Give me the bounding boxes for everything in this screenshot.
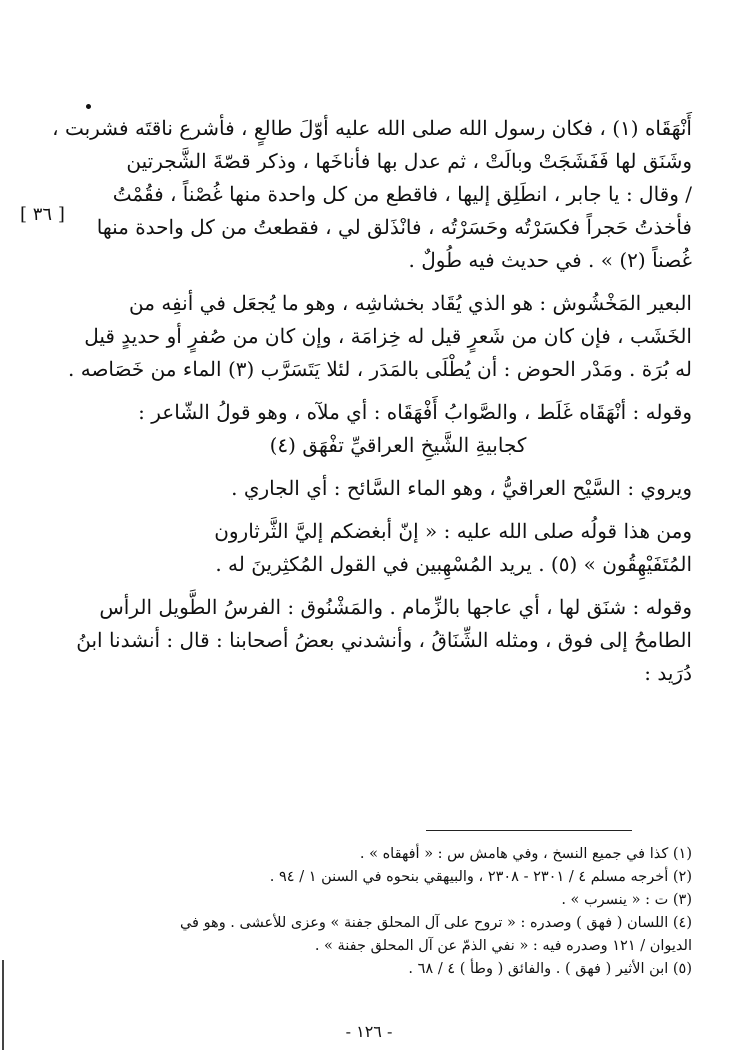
text-line: أَنْهَقَاه (١) ، فكان رسول الله صلى الله عليه أوّلَ طالعٍ ، فأشرع ناقتَه فشربت ، xyxy=(52,116,692,140)
main-text xyxy=(52,112,692,690)
footnote-separator xyxy=(426,830,632,831)
paragraph-gap xyxy=(104,277,692,287)
paragraph-gap xyxy=(104,581,692,591)
text-line: المُتَفَيْهِقُون » (٥) . يريد المُسْهِبين في القول المُكثِرينَ له . xyxy=(215,552,692,576)
text-line: غُصناً (٢) » . في حديث فيه طُولٌ . xyxy=(408,248,692,272)
text-line: / وقال : يا جابر ، انطَلِق إليها ، فاقطع من كل واحدة منها غُصْناً ، فقُمْتُ xyxy=(112,182,692,206)
text-line: الطامحُ إلى فوق ، ومثله الشِّنَاقُ ، وأنشدني بعضُ أصحابنا : قال : أنشدنا ابنُ xyxy=(76,628,692,652)
footnotes xyxy=(104,843,692,981)
text-line: وقوله : شنَق لها ، أي عاجها بالزِّمام . والمَشْنُوق : الفرسُ الطَّويل الرأس xyxy=(99,595,692,619)
footnote-1: (١) كذا في جميع النسخ ، وفي هامش س : « أفهقاه » . xyxy=(359,846,692,862)
text-line: دُرَيد : xyxy=(644,661,692,685)
page-number: - ١٢٦ - xyxy=(345,1022,393,1041)
text-line: له بُرَة . ومَدْر الحوض : أن يُطْلَى بالمَدَر ، لئلا يَتَسَرَّب (٣) الماء من خَصَاصه . xyxy=(68,357,692,381)
text-line: الخَشَب ، فإن كان من شَعرٍ قيل له خِزامَة ، وإن كان من صُفرٍ أو حديدٍ قيل xyxy=(84,324,692,348)
text-line: ومن هذا قولُه صلى الله عليه : « إنّ أبغضكم إليَّ الثَّرثارون xyxy=(214,519,692,543)
text-line: وقوله : أنْهَقَاه غَلَط ، والصَّوابُ أَفْهَقَاه : أي ملآه ، وهو قولُ الشّاعر : xyxy=(138,400,692,424)
footnote-4-continued: الديوان / ١٢١ وصدره فيه : « نفي الذمّ عن آل المحلق جفنة » . xyxy=(314,938,692,954)
footnote-4: (٤) اللسان ( فهق ) وصدره : « تروح على آل المحلق جفنة » وعزى للأعشى . وهو في xyxy=(179,915,692,931)
footnote-3: (٣) ت : « ينسرب » . xyxy=(561,892,692,908)
text-line: البعير المَخْشُوش : هو الذي يُقَاد بخشاشِه ، وهو ما يُجعَل في أنفِه من xyxy=(129,291,692,315)
text-line: وشَنَق لها فَفَشَجَتْ وبالَتْ ، ثم عدل بها فأناخَها ، وذكر قصّةَ الشَّجرتين xyxy=(126,149,692,173)
paragraph-gap xyxy=(104,505,692,515)
text-line: ويروي : السَّيْح العراقيُّ ، وهو الماء السَّائح : أي الجاري . xyxy=(231,476,692,500)
paragraph-gap xyxy=(104,386,692,396)
ink-dot xyxy=(85,103,92,110)
footnote-5: (٥) ابن الأثير ( فهق ) . والفائق ( وطأ ) ٤ / ٦٨ . xyxy=(408,961,692,977)
verse-line: كجابيةِ الشَّيخِ العراقيِّ تفْهَق (٤) xyxy=(269,433,527,457)
paragraph-gap xyxy=(104,462,692,472)
margin-folio-marker: [ ٣٦ ] xyxy=(20,204,65,225)
text-line: فأخذتُ حَجراً فكسَرْتُه وحَسَرْتُه ، فانْذَلق لي ، فقطعتُ من كل واحدة منها xyxy=(96,215,692,239)
footnote-2: (٢) أخرجه مسلم ٤ / ٢٣٠١ - ٢٣٠٨ ، والبيهقي بنحوه في السنن ١ / ٩٤ . xyxy=(269,869,692,885)
